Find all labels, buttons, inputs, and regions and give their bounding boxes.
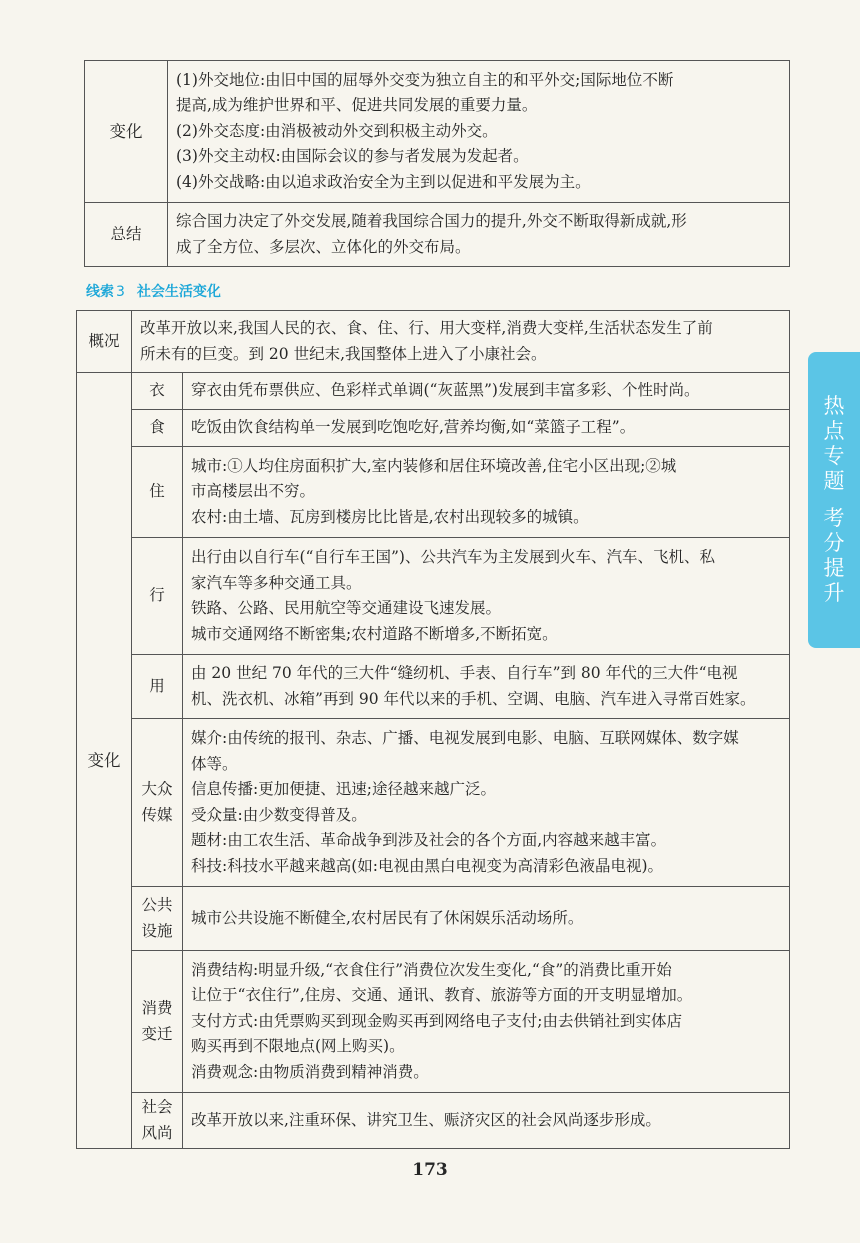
table-row <box>85 203 790 267</box>
row-line: 信息传播:更加便捷、迅速;途径越来越广泛。 <box>191 780 496 798</box>
row-line: 城市:①人均住房面积扩大,室内装修和居住环境改善,住宅小区出现;②城 <box>191 456 677 475</box>
row-line: 市高楼层出不穷。 <box>191 482 316 501</box>
row-label-line: 大众 <box>141 780 173 798</box>
row-line: 穿衣由凭布票供应、色彩样式单调(“灰蓝黑”)发展到丰富多彩、个性时尚。 <box>191 381 700 400</box>
overview-line: 改革开放以来,我国人民的衣、食、住、行、用大变样,消费大变样,生活状态发生了前 <box>140 319 713 337</box>
summary-line: 综合国力决定了外交发展,随着我国综合国力的提升,外交不断取得新成就,形 <box>176 212 687 230</box>
side-tab <box>808 352 860 648</box>
table-row <box>77 951 790 1093</box>
row-line: 城市公共设施不断健全,农村居民有了休闲娱乐活动场所。 <box>191 908 584 927</box>
row-line: 机、洗衣机、冰箱”再到 90 年代以来的手机、空调、电脑、汽车进入寻常百姓家。 <box>191 689 756 708</box>
row-content <box>183 410 790 447</box>
row-line: 出行由以自行车(“自行车王国”)、公共汽车为主发展到火车、汽车、飞机、私 <box>191 548 715 566</box>
change-line: (1)外交地位:由旧中国的屈辱外交变为独立自主的和平外交;国际地位不断 <box>176 70 674 89</box>
overview-content <box>132 311 790 373</box>
section-clue: 线索 <box>86 284 114 300</box>
row-line: 媒介:由传统的报刊、杂志、广播、电视发展到电影、电脑、互联网媒体、数字媒 <box>191 729 739 747</box>
row-line: 改革开放以来,注重环保、讲究卫生、赈济灾区的社会风尚逐步形成。 <box>191 1110 661 1129</box>
row-line: 铁路、公路、民用航空等交通建设飞速发展。 <box>191 599 502 617</box>
side-tab-char: 专 <box>823 444 845 468</box>
row-line: 题材:由工农生活、革命战争到涉及社会的各个方面,内容越来越丰富。 <box>191 831 667 849</box>
summary-line: 成了全方位、多层次、立体化的外交布局。 <box>176 237 471 256</box>
row-content <box>183 1093 790 1149</box>
row-label: 用 <box>132 655 183 719</box>
row-line: 吃饭由饮食结构单一发展到吃饱吃好,营养均衡,如“菜篮子工程”。 <box>191 418 636 437</box>
row-line: 由 20 世纪 70 年代的三大件“缝纫机、手表、自行车”到 80 年代的三大件“电视 <box>191 664 738 682</box>
row-label-line: 变迁 <box>141 1024 173 1043</box>
change-label: 变化 <box>77 373 132 1149</box>
change-line: (3)外交主动权:由国际会议的参与者发展为发起者。 <box>176 147 529 166</box>
side-tab-char: 题 <box>823 469 845 493</box>
change-line: (2)外交态度:由消极被动外交到积极主动外交。 <box>176 121 498 140</box>
change-label: 变化 <box>85 61 168 203</box>
summary-label: 总结 <box>85 203 168 267</box>
social-life-table <box>76 310 790 1149</box>
row-label-line: 设施 <box>141 921 173 940</box>
row-label-line: 消费 <box>141 999 173 1017</box>
row-label: 行 <box>132 538 183 655</box>
table-row <box>77 719 790 887</box>
table-row <box>77 373 790 410</box>
row-label <box>132 1093 183 1149</box>
table-row <box>77 887 790 951</box>
table-row <box>85 61 790 203</box>
row-content <box>183 373 790 410</box>
row-label-line: 公共 <box>141 896 173 914</box>
side-tab-char: 提 <box>823 556 845 580</box>
row-content <box>183 951 790 1093</box>
change-line: 提高,成为维护世界和平、促进共同发展的重要力量。 <box>176 96 538 115</box>
row-label-line: 社会 <box>141 1098 173 1116</box>
row-line: 受众量:由少数变得普及。 <box>191 805 367 824</box>
row-content <box>183 655 790 719</box>
row-line: 让位于“衣住行”,住房、交通、通讯、教育、旅游等方面的开支明显增加。 <box>191 986 693 1005</box>
overview-line: 所未有的巨变。到 20 世纪末,我国整体上进入了小康社会。 <box>140 344 547 363</box>
summary-content <box>168 203 790 267</box>
row-label-line: 风尚 <box>141 1123 173 1142</box>
row-label <box>132 887 183 951</box>
section-number: 3 <box>116 284 125 300</box>
row-label-line: 传媒 <box>141 805 173 824</box>
table-row <box>77 538 790 655</box>
row-content <box>183 538 790 655</box>
diplomacy-table <box>84 60 790 267</box>
section-heading <box>86 281 221 301</box>
row-label: 衣 <box>132 373 183 410</box>
row-line: 消费观念:由物质消费到精神消费。 <box>191 1062 429 1081</box>
row-line: 科技:科技水平越来越高(如:电视由黑白电视变为高清彩色液晶电视)。 <box>191 856 664 875</box>
page-number: 173 <box>412 1160 448 1180</box>
row-label: 住 <box>132 447 183 538</box>
table-row <box>77 410 790 447</box>
overview-label: 概况 <box>77 311 132 373</box>
row-line: 家汽车等多种交通工具。 <box>191 573 362 592</box>
table-row <box>77 1093 790 1149</box>
row-label <box>132 951 183 1093</box>
row-label: 食 <box>132 410 183 447</box>
row-label <box>132 719 183 887</box>
change-content <box>168 61 790 203</box>
row-content <box>183 719 790 887</box>
side-tab-char: 分 <box>823 531 845 555</box>
row-line: 消费结构:明显升级,“衣食住行”消费位次发生变化,“食”的消费比重开始 <box>191 960 672 979</box>
side-tab-char: 热 <box>823 394 845 418</box>
row-line: 农村:由土墙、瓦房到楼房比比皆是,农村出现较多的城镇。 <box>191 507 589 526</box>
section-title: 社会生活变化 <box>136 284 221 300</box>
row-line: 城市交通网络不断密集;农村道路不断增多,不断拓宽。 <box>191 624 558 643</box>
change-line: (4)外交战略:由以追求政治安全为主到以促进和平发展为主。 <box>176 172 591 191</box>
table-row <box>77 447 790 538</box>
row-line: 购买再到不限地点(网上购买)。 <box>191 1037 405 1056</box>
row-line: 体等。 <box>191 754 238 773</box>
table-row <box>77 655 790 719</box>
side-tab-char: 点 <box>823 419 845 443</box>
row-line: 支付方式:由凭票购买到现金购买再到网络电子支付;由去供销社到实体店 <box>191 1011 682 1030</box>
row-content <box>183 447 790 538</box>
side-tab-char: 升 <box>823 581 845 605</box>
side-tab-char: 考 <box>823 506 845 530</box>
row-content <box>183 887 790 951</box>
table-row <box>77 311 790 373</box>
